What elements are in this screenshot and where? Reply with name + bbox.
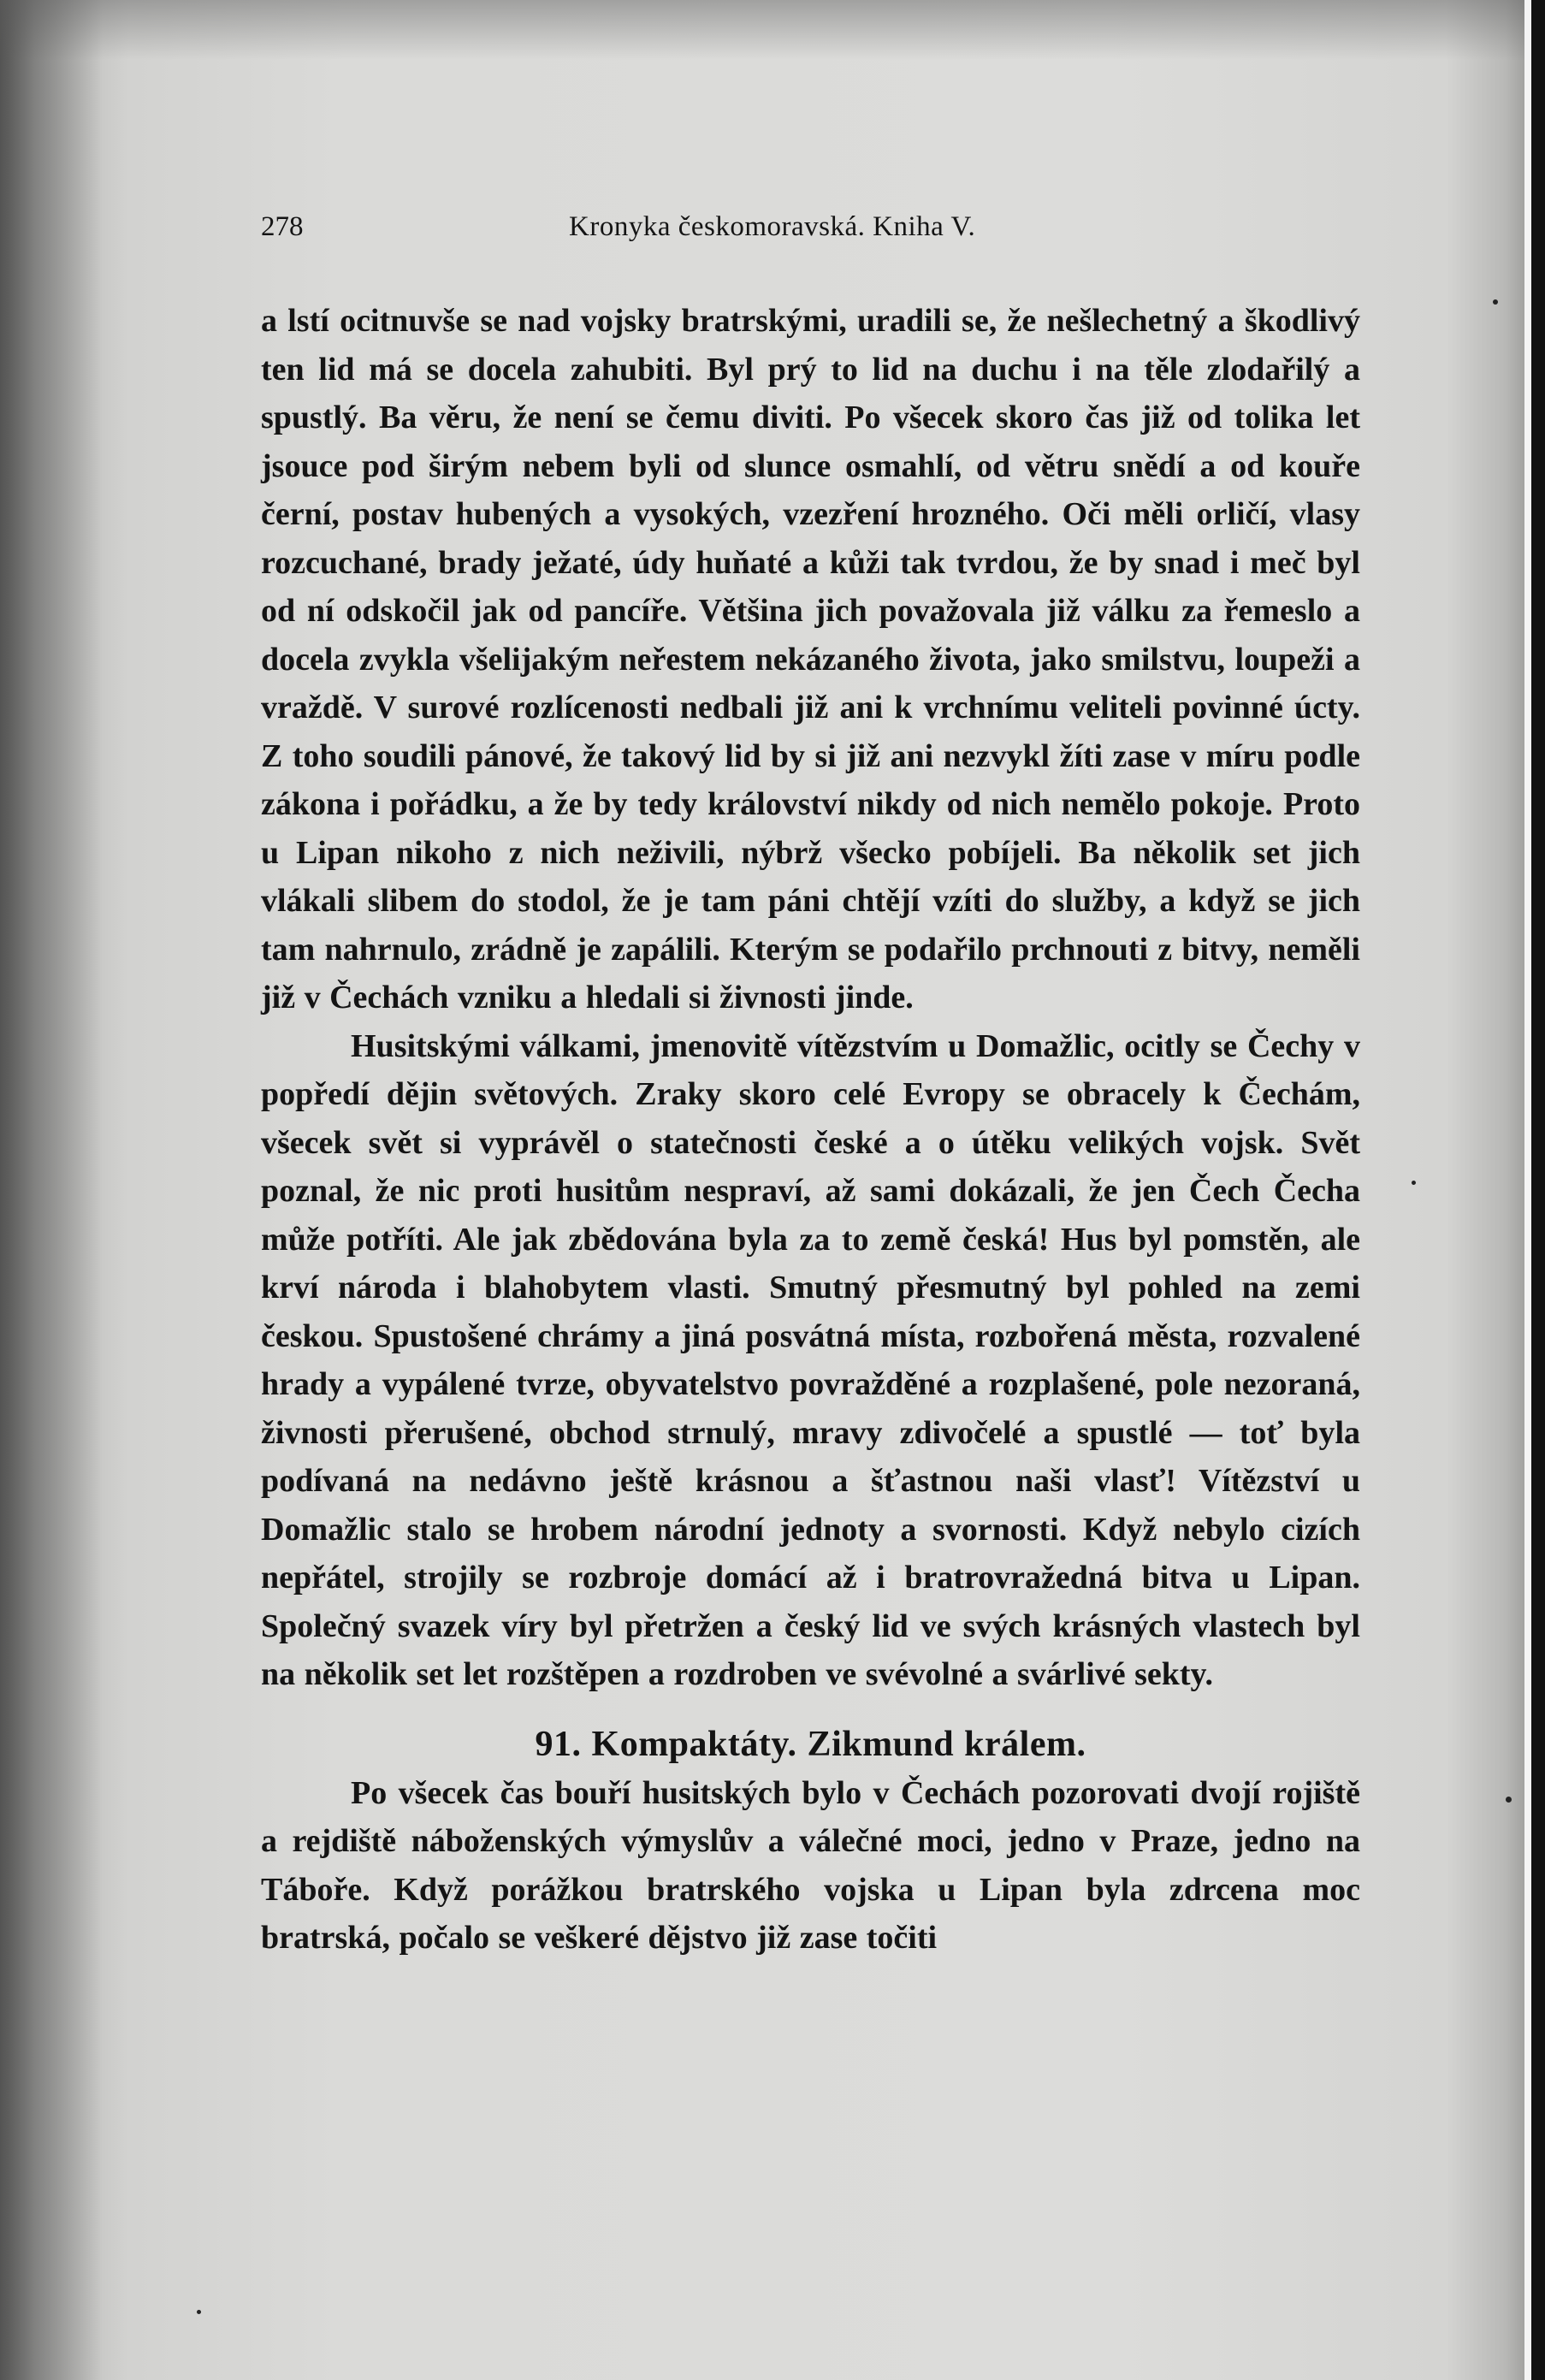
top-shadow <box>0 0 1545 60</box>
binding-shadow <box>0 0 103 2380</box>
page-edge-dark <box>1531 0 1545 2380</box>
body-text <box>261 297 1360 1963</box>
running-head <box>261 205 1360 248</box>
page-number: 278 <box>261 211 304 242</box>
page-edge-light <box>1524 0 1531 2380</box>
section-heading: 91. Kompaktáty. Zikmund králem. <box>535 1724 1086 1764</box>
scan-speck <box>197 2310 201 2314</box>
scan-speck <box>1493 299 1498 305</box>
scan-speck <box>1412 1181 1416 1185</box>
paragraph: Husitskými válkami, jmenovitě vítězstvím u Domažlic, ocitly se Čechy v popředí dějin světových. Zraky skoro celé Evropy se obracely k Čechám, všecek svět si vyprávěl o statečnosti české a o útěku velikých vojsk. Svět poznal, že nic proti husitům nespraví, až sami dokázali, že jen Čech Čecha může potříti. Ale jak zbědována byla za to země česká! Hus byl pomstěn, ale krví národa i blahobytem vlasti. Smutný přesmutný byl pohled na zemi českou. Spustošené chrámy a jiná posvátná místa, rozbořená města, rozvalené hrady a vypálené tvrze, obyvatelstvo povražděné a rozplašené, pole nezoraná, živnosti přerušené, obchod strnulý, mravy zdivočelé a spustlé — toť byla podívaná na nedávno ještě krásnou a šťastnou naši vlasť! Vítězství u Domažlic stalo se hrobem národní jednoty a svornosti. Když nebylo cizích nepřátel, strojily se rozbroje domácí až i bratrovražedná bitva u Lipan. Společný svazek víry byl přetržen a český lid ve svých krásných vlastech byl na několik set let rozštěpen a rozdroben ve svévolné a svárlivé sekty. <box>261 1027 1360 1692</box>
scan-speck <box>1506 1797 1512 1803</box>
paragraph: Po všecek čas bouří husitských bylo v Čechách pozorovati dvojí rojiště a rejdiště náboženských výmyslův a válečné moci, jedno v Praze, jedno na Táboře. Když porážkou bratrského vojska u Lipan byla zdrcena moc bratrská, počalo se veškeré dějstvo již zase točiti <box>261 1774 1360 1956</box>
running-head-title: Kronyka českomoravská. Kniha V. <box>569 211 976 242</box>
paragraph: a lstí ocitnuvše se nad vojsky bratrskými, uradili se, že nešlechetný a škodlivý ten lid má se docela zahubiti. Byl prý to lid na duchu i na těle zlodařilý a spustlý. Ba věru, že není se čemu diviti. Po všecek skoro čas již od tolika let jsouce pod širým nebem byli od slunce osmahlí, od větru snědí a od kouře černí, postav hubených a vysokých, vzezření hrozného. Oči měli orličí, vlasy rozcuchané, brady ježaté, údy huňaté a kůži tak tvrdou, že by snad i meč byl od ní odskočil jak od pancíře. Většina jich považovala již válku za řemeslo a docela zvykla všelijakým neřestem nekázaného života, jako smilstvu, loupeži a vraždě. V surové rozlícenosti nedbali již ani k vrchnímu veliteli povinné úcty. Z toho soudili pánové, že takový lid by si již ani nezvykl žíti zase v míru podle zákona i pořádku, a že by tedy království nikdy od nich nemělo pokoje. Proto u Lipan nikoho z nich neživili, nýbrž všecko pobíjeli. Ba několik set jich vlákali slibem do stodol, že je tam páni chtějí vzíti do služby, a když se jich tam nahrnulo, zrádně je zapálili. Kterým se podařilo prchnouti z bitvy, neměli již v Čechách vzniku a hledali si živnosti jinde. <box>261 303 1360 1015</box>
book-page <box>261 205 1360 1963</box>
